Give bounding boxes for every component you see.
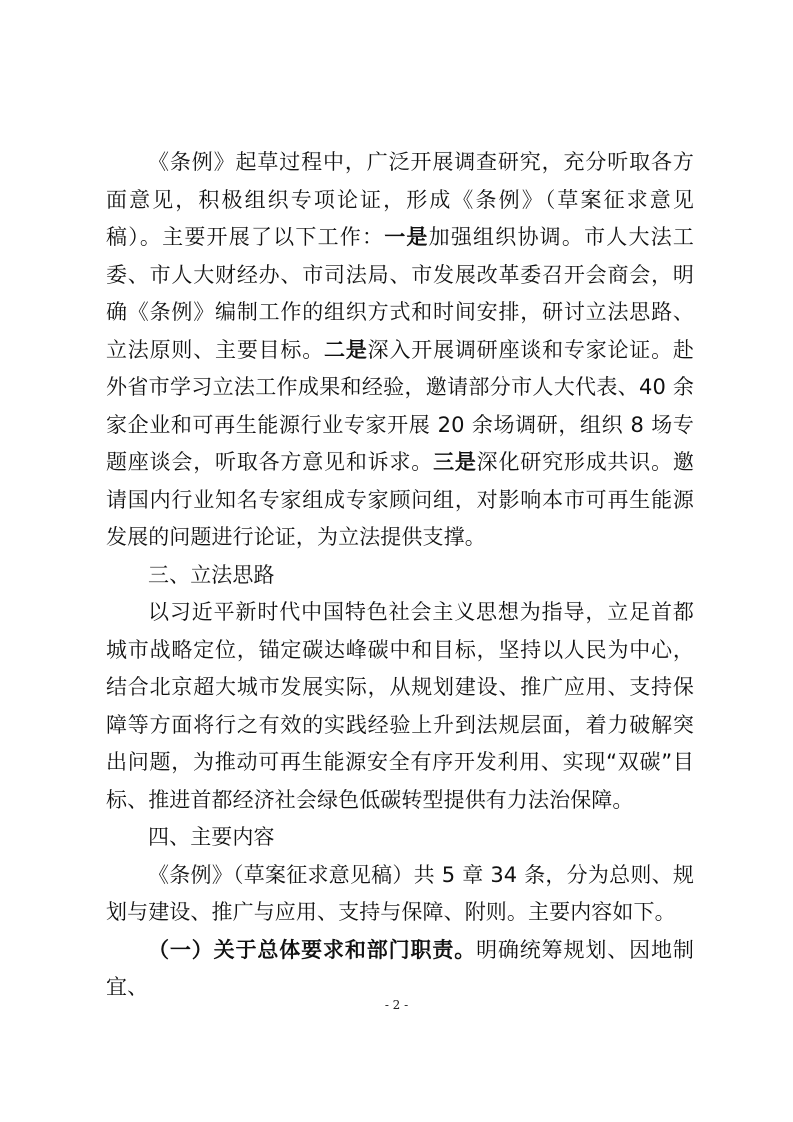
page-content bbox=[106, 144, 694, 1007]
paragraph-drafting-process bbox=[106, 144, 694, 557]
text-segment: 深入开展调研座谈和专家论证。赴外省市学习立法工作成果和经验，邀请部分市人大代表、40 余家企业和可再生能源行业专家开展 20 余场调研，组织 8 场专题座谈会，听取各方意见和诉求。 bbox=[106, 337, 695, 474]
bold-marker-second: 二是 bbox=[324, 337, 368, 362]
text-segment: 明确统筹规划、因地制宜、 bbox=[106, 937, 694, 999]
page-number: - 2 - bbox=[384, 998, 409, 1012]
bold-marker-first: 一是 bbox=[384, 225, 429, 249]
text-segment: 加强组织协调。市人大法工委、市人大财经办、市司法局、市发展改革委召开会商会，明确《条例》编制工作的组织方式和时间安排，研讨立法思路、立法原则、主要目标。 bbox=[106, 225, 695, 362]
section-heading-main-content: 四、主要内容 bbox=[148, 825, 275, 849]
text-segment: 《条例》起草过程中，广泛开展调查研究，充分听取各方面意见，积极组织专项论证，形成《条例》（草案征求意见稿）。主要开展了以下工作： bbox=[106, 150, 694, 249]
paragraph-legislative-approach: 以习近平新时代中国特色社会主义思想为指导，立足首都城市战略定位，锚定碳达峰碳中和目标，坚持以人民为中心，结合北京超大城市发展实际，从规划建设、推广应用、支持保障等方面将行之有效的实践经验上升到法规层面，着力破解突出问题，为推动可再生能源安全有序开发利用、实现“双碳”目标、推进首都经济社会绿色低碳转型提供有力法治保障。 bbox=[106, 600, 694, 812]
paragraph-main-content-summary: 《条例》（草案征求意见稿）共 5 章 34 条，分为总则、规划与建设、推广与应用、支持与保障、附则。主要内容如下。 bbox=[106, 862, 694, 924]
bold-marker-third: 三是 bbox=[433, 450, 477, 474]
paragraph-general-requirements bbox=[106, 932, 694, 1007]
subsection-heading-general-requirements: （一）关于总体要求和部门职责。 bbox=[148, 937, 477, 962]
text-segment: 深化研究形成共识。邀请国内行业知名专家组成专家顾问组，对影响本市可再生能源发展的问题进行论证，为立法提供支撑。 bbox=[106, 450, 695, 549]
section-heading-legislative-approach: 三、立法思路 bbox=[148, 562, 275, 587]
